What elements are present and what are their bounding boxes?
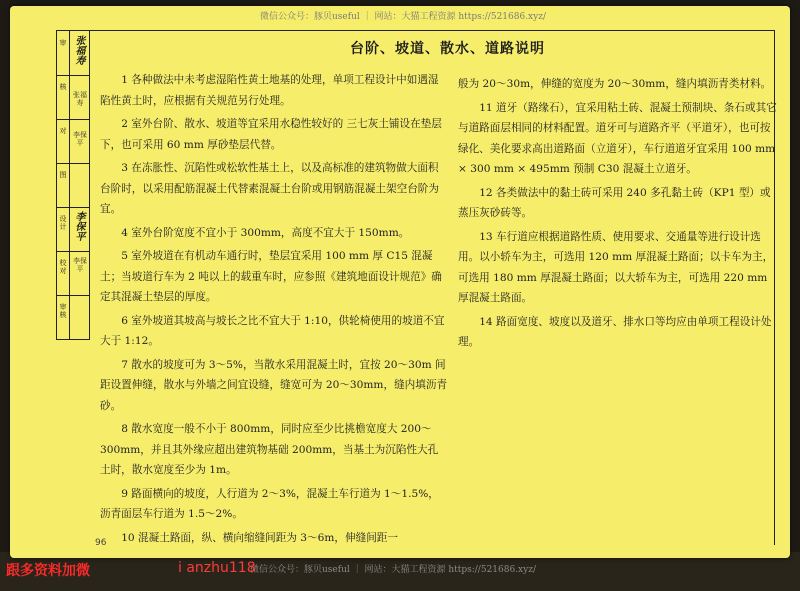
title-block-label: 对	[59, 127, 67, 135]
watermark-top: 微信公众号：豚贝useful ｜ 网站：大猫工程资源 https://521686.xyz/	[260, 12, 546, 22]
title-block-label: 审核	[59, 303, 67, 319]
title-block	[56, 30, 90, 340]
title-block-name: 张福寿	[73, 91, 87, 107]
clause-14: 14 路面宽度、坡度以及道牙、排水口等均应由单项工程设计处理。	[458, 315, 772, 348]
signature: 张福寿	[73, 35, 84, 65]
title-block-name: 李保平	[73, 257, 87, 273]
text-column-left	[100, 70, 448, 551]
page-number: 96	[95, 538, 107, 548]
title-block-row	[57, 75, 89, 76]
title-block-divider	[69, 31, 70, 339]
clause-8: 8 散水宽度一般不小于 800mm，同时应至少比挑檐宽度大 200～300mm，并且其外缘应超出建筑物基础 200mm，当基土为沉陷性大孔土时，散水宽度至少为 1m。	[100, 423, 439, 476]
page-title: 台阶、坡道、散水、道路说明	[350, 41, 545, 57]
overlay-text-contact: i anzhu118	[178, 560, 256, 576]
title-block-row	[57, 163, 89, 164]
title-block-label: 设计	[59, 215, 67, 231]
clause-11: 11 道牙（路缘石），宜采用粘土砖、混凝土预制块、条石或其它与道路面层相同的材料配置。道牙可与道路齐平（平道牙），也可按绿化、美化要求高出道路面（立道牙），车行道道牙宜采用 100 mm × 300 mm × 495mm 预制 C30 混凝土立道牙。	[458, 101, 777, 175]
clause-10-continued: 般为 20～30m，伸缝的宽度为 20～30mm，缝内填沥青类材料。	[458, 78, 772, 90]
title-block-row	[57, 251, 89, 252]
clause-5: 5 室外坡道在有机动车通行时，垫层宜采用 100 mm 厚 C15 混凝土；当坡道行车为 2 吨以上的载重车时，应参照《建筑地面设计规范》确定其混凝土垫层的厚度。	[100, 250, 442, 303]
signature: 李保平	[73, 211, 84, 241]
text-column-right	[458, 74, 778, 356]
clause-9: 9 路面横向的坡度，人行道为 2～3%，混凝土车行道为 1～1.5%，沥青面层车行道为 1.5～2%。	[100, 487, 439, 520]
clause-12: 12 各类做法中的黏土砖可采用 240 多孔黏土砖（KP1 型）或蒸压灰砂砖等。	[458, 186, 771, 219]
clause-1: 1 各种做法中未考虑湿陷性黄土地基的处理，单项工程设计中如遇湿陷性黄土时，应根据有关规范另行处理。	[100, 74, 439, 107]
title-block-row	[57, 119, 89, 120]
title-block-label: 图	[59, 171, 67, 179]
watermark-bottom: 微信公众号：豚贝useful ｜ 网站：大猫工程资源 https://521686.xyz/	[250, 565, 536, 575]
title-block-name: 李保平	[73, 131, 87, 147]
clause-10: 10 混凝土路面，纵、横向缩缝间距为 3～6m，伸缝间距一	[121, 531, 398, 544]
clause-13: 13 车行道应根据道路性质、使用要求、交通量等进行设计选用。以小轿车为主，可选用 120 mm 厚混凝土路面；以卡车为主，可选用 180 mm 厚混凝土路面；以大轿车为主，可选用 220 mm 厚混凝土路面。	[458, 230, 774, 304]
title-block-label: 校对	[59, 259, 67, 275]
title-block-label: 审	[59, 39, 67, 47]
clause-3: 3 在冻胀性、沉陷性或松软性基土上，以及高标准的建筑物做大面积台阶时，以采用配筋混凝土代替素混凝土台阶或用钢筋混凝土架空台阶为宜。	[100, 162, 439, 215]
title-block-row	[57, 295, 89, 296]
clause-7: 7 散水的坡度可为 3～5%，当散水采用混凝土时，宜按 20～30m 间距设置伸缝，散水与外墙之间宜设缝，缝宽可为 20～30mm，缝内填沥青砂。	[100, 358, 448, 412]
clause-4: 4 室外台阶宽度不宜小于 300mm，高度不宜大于 150mm。	[121, 226, 410, 239]
title-block-row	[57, 207, 89, 208]
clause-2: 2 室外台阶、散水、坡道等宜采用水稳性较好的 三七灰土铺设在垫层下，也可采用 60 mm 厚砂垫层代替。	[100, 118, 442, 151]
title-block-label: 核	[59, 83, 67, 91]
clause-6: 6 室外坡道其坡高与坡长之比不宜大于 1:10，供轮椅使用的坡道不宜大于 1:12。	[100, 314, 445, 347]
overlay-text: 跟多资料加微	[6, 563, 90, 579]
